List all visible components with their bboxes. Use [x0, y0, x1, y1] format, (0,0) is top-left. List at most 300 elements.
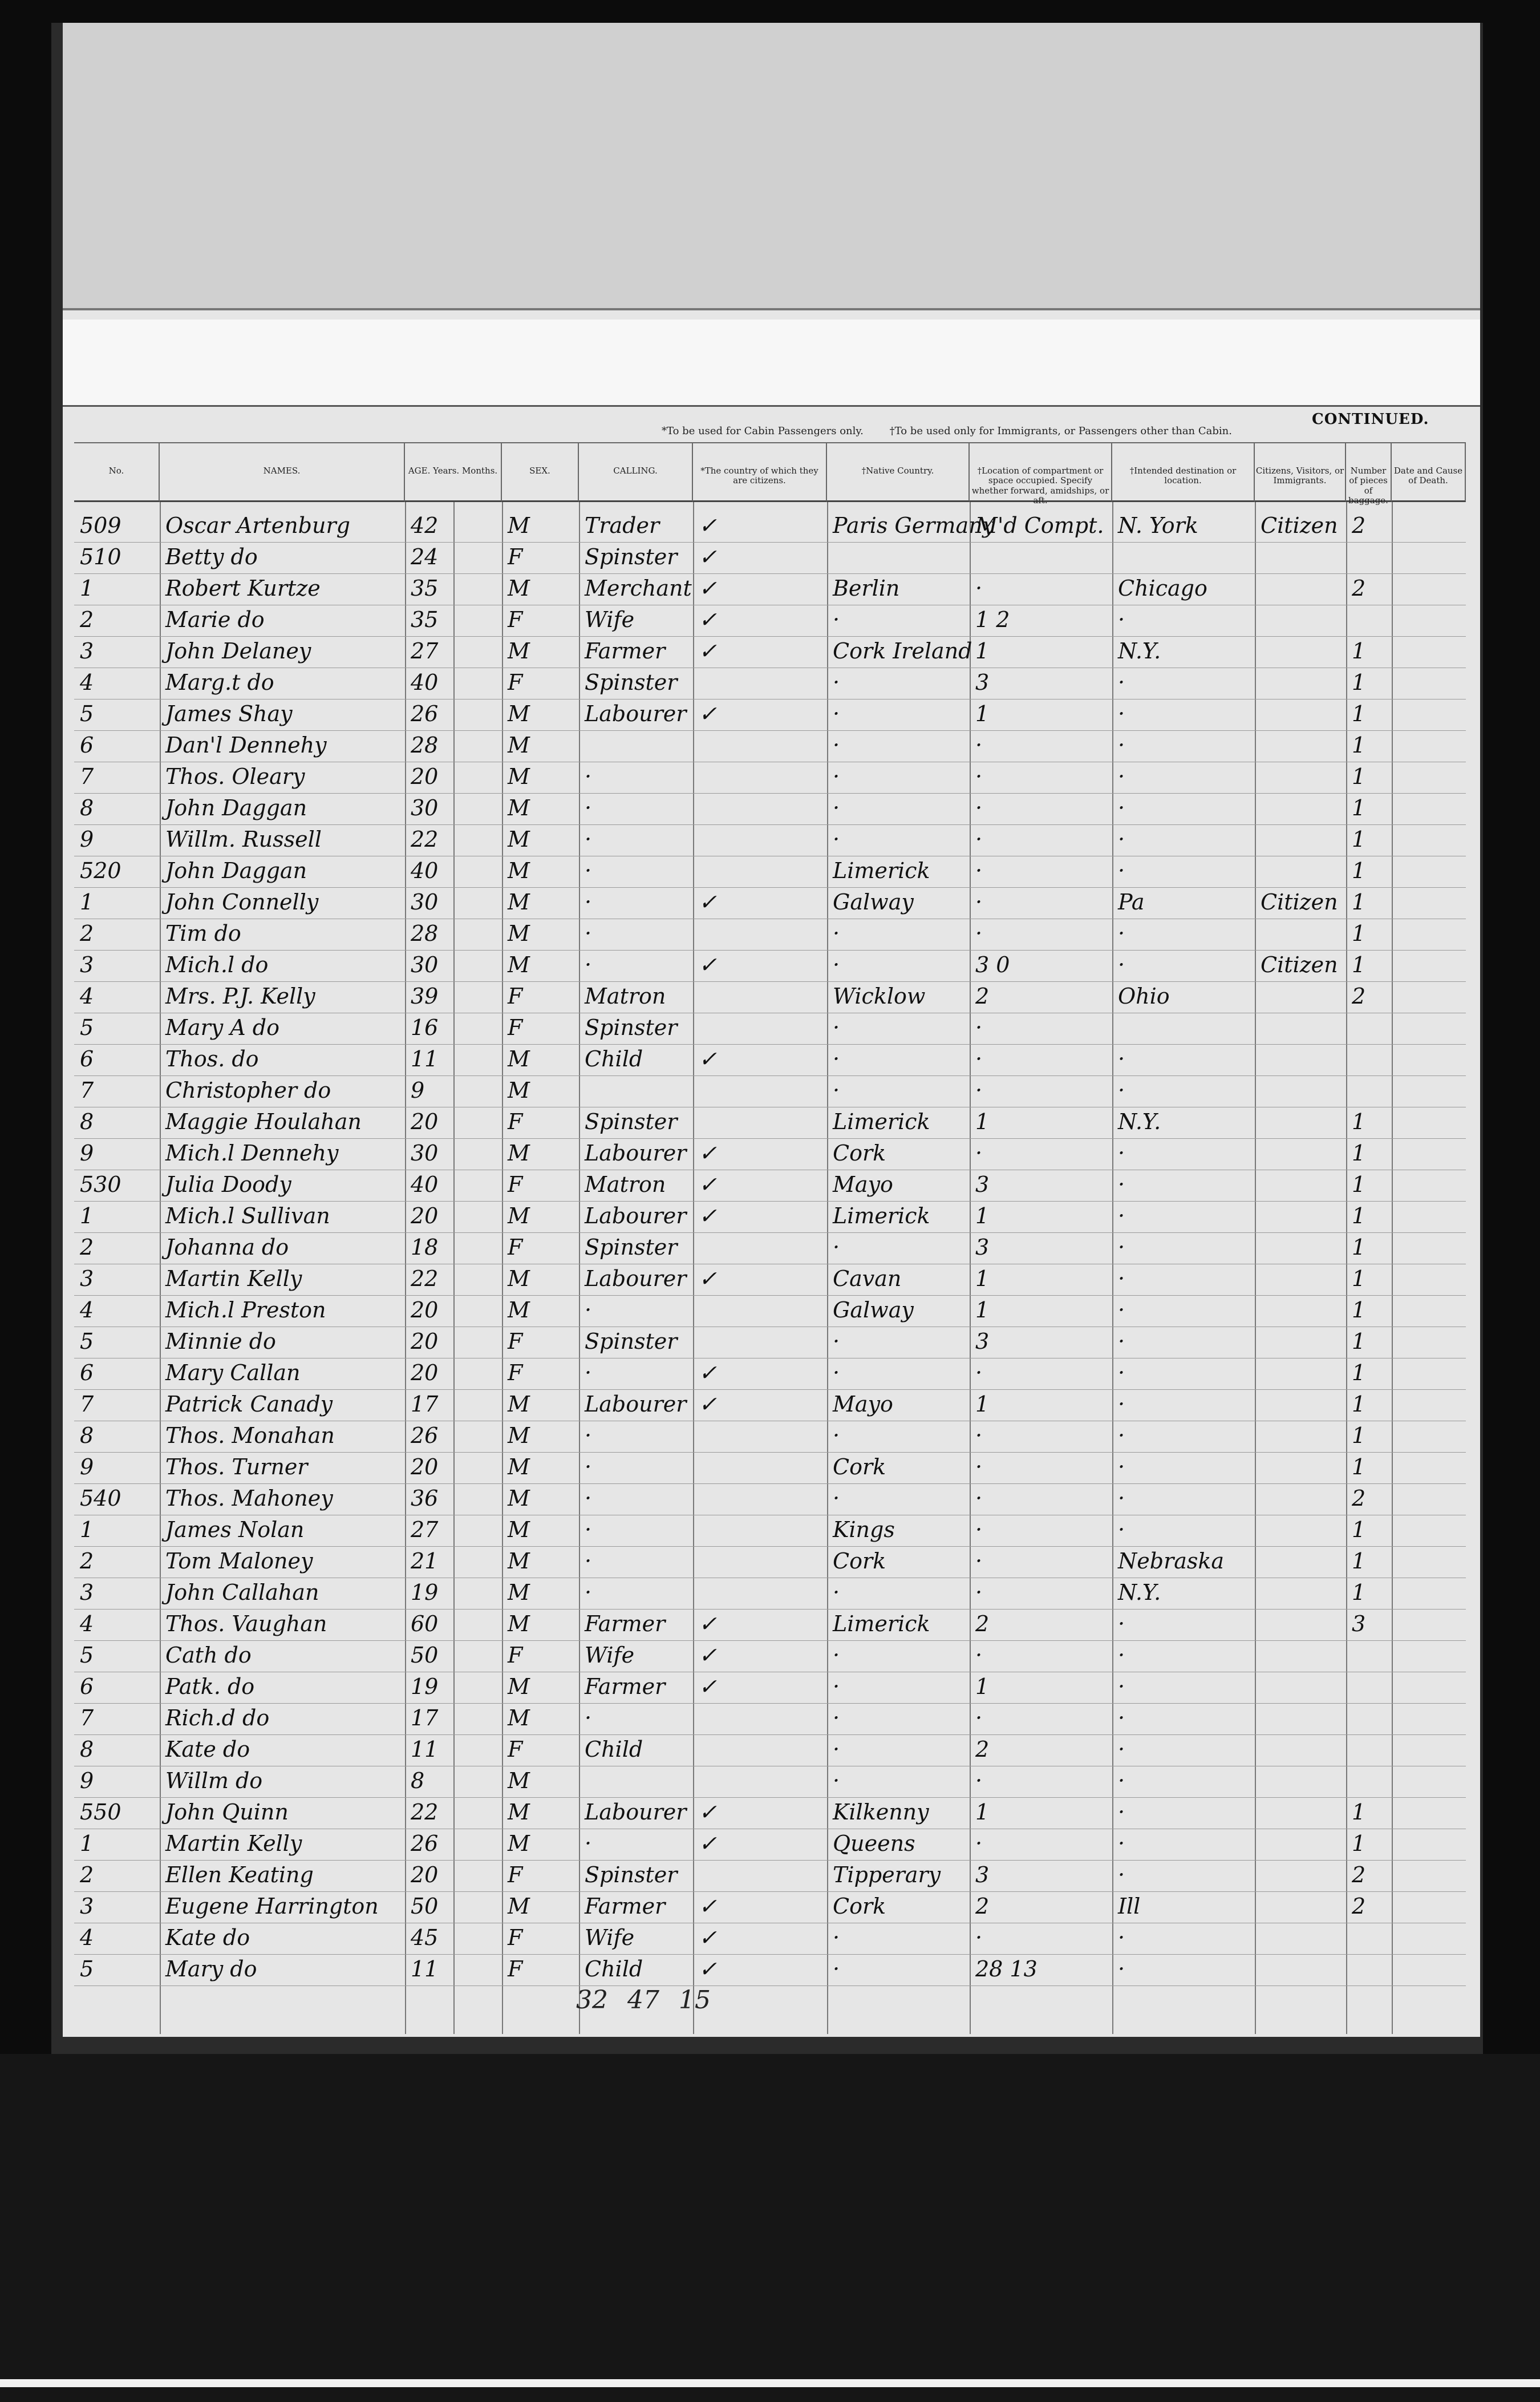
baggage-count: 1 [1352, 858, 1366, 883]
table-row [74, 1327, 1466, 1358]
intended-destination: Nebraska [1118, 1548, 1225, 1574]
passenger-name: Betty do [165, 544, 258, 569]
row-number: 530 [80, 1172, 121, 1197]
native-country: Cork [833, 1454, 886, 1479]
row-number: 9 [80, 827, 94, 852]
passenger-name: Thos. Turner [165, 1454, 308, 1479]
calling: Labourer [585, 701, 687, 726]
intended-destination: · [1118, 1266, 1125, 1291]
calling: · [585, 1705, 592, 1730]
native-country: · [833, 1360, 840, 1385]
calling: · [585, 1423, 592, 1448]
intended-destination: · [1118, 1674, 1125, 1699]
passenger-name: Rich.d do [165, 1705, 270, 1730]
citizenship-mark: ✓ [699, 1643, 717, 1668]
citizen-status [1261, 1643, 1343, 1671]
intended-destination: · [1118, 1705, 1125, 1730]
baggage-count: 1 [1352, 1109, 1366, 1134]
baggage-count: 1 [1352, 1580, 1366, 1605]
calling: · [585, 1486, 592, 1511]
table-row [74, 1860, 1466, 1892]
table-row [74, 1829, 1466, 1861]
native-country: Cork [833, 1894, 886, 1919]
sex: M [508, 733, 530, 758]
compartment-location: 1 [975, 638, 990, 664]
passenger-name: James Nolan [165, 1517, 305, 1542]
native-country: · [833, 1768, 840, 1793]
compartment-location: · [975, 1768, 983, 1793]
native-country: · [833, 1046, 840, 1071]
table-row [74, 1232, 1466, 1264]
baggage-count [1352, 1768, 1389, 1797]
col-header-baggage: Number of pieces of baggage. [1346, 442, 1392, 502]
calling: · [585, 1831, 592, 1856]
baggage-count [1352, 607, 1389, 636]
header-notes [662, 425, 1289, 437]
row-number: 2 [80, 921, 94, 946]
baggage-count: 1 [1352, 1141, 1366, 1166]
compartment-location [975, 544, 1109, 573]
table-row [74, 762, 1466, 794]
total-value: 47 [627, 1986, 659, 2015]
native-country: Mayo [833, 1172, 893, 1197]
sex: M [508, 1705, 530, 1730]
age-years: 50 [411, 1643, 439, 1668]
compartment-location: 1 [975, 1674, 990, 1699]
table-row [74, 950, 1466, 982]
sex: M [508, 858, 530, 883]
baggage-count [1352, 1956, 1389, 1985]
passenger-name: Marg.t do [165, 670, 274, 695]
age-years: 8 [411, 1768, 425, 1793]
age-years: 30 [411, 889, 439, 915]
sex: M [508, 1203, 530, 1228]
passenger-name: John Delaney [165, 638, 311, 664]
passenger-name: Kate do [165, 1737, 250, 1762]
native-country: · [833, 952, 840, 977]
compartment-location: 3 [975, 1235, 990, 1260]
intended-destination: · [1118, 1297, 1125, 1323]
citizenship-mark [699, 984, 824, 1012]
baggage-count: 1 [1352, 1392, 1366, 1417]
row-number: 1 [80, 1517, 94, 1542]
native-country: · [833, 1423, 840, 1448]
baggage-count: 2 [1352, 1862, 1366, 1887]
passenger-name: John Callahan [165, 1580, 319, 1605]
baggage-count [1352, 1674, 1389, 1703]
compartment-location: · [975, 921, 983, 946]
citizen-status [1261, 1046, 1343, 1075]
sex: F [508, 1172, 523, 1197]
intended-destination: · [1118, 1956, 1125, 1982]
age-years: 24 [411, 544, 439, 569]
calling: Spinster [585, 1015, 678, 1040]
scan-border-left [0, 0, 51, 2402]
native-country: · [833, 1705, 840, 1730]
calling: Spinster [585, 544, 678, 569]
citizenship-mark [699, 1486, 824, 1514]
citizen-status [1261, 1109, 1343, 1138]
citizen-status [1261, 1360, 1343, 1389]
citizen-status [1261, 1925, 1343, 1954]
compartment-location: 2 [975, 1611, 990, 1636]
col-header-no: No. [74, 442, 160, 502]
row-number: 9 [80, 1454, 94, 1479]
native-country: Kings [833, 1517, 895, 1542]
age-years: 30 [411, 795, 439, 820]
compartment-location: · [975, 764, 983, 789]
age-years: 35 [411, 576, 439, 601]
baggage-count: 2 [1352, 984, 1366, 1009]
calling: · [585, 921, 592, 946]
native-country: Cavan [833, 1266, 902, 1291]
calling: · [585, 1548, 592, 1574]
row-number: 2 [80, 607, 94, 632]
scan-border-bottom [0, 2054, 1540, 2402]
row-number: 7 [80, 1705, 94, 1730]
age-years: 20 [411, 1109, 439, 1134]
passenger-name: John Quinn [165, 1800, 289, 1825]
sex: M [508, 1423, 530, 1448]
manifest-page [63, 23, 1480, 2037]
baggage-count: 1 [1352, 1831, 1366, 1856]
table-row [74, 1264, 1466, 1296]
compartment-location: · [975, 1078, 983, 1103]
baggage-count: 1 [1352, 1517, 1366, 1542]
age-years: 22 [411, 827, 439, 852]
compartment-location: 2 [975, 1894, 990, 1919]
compartment-location: 1 [975, 1203, 990, 1228]
sex: M [508, 1392, 530, 1417]
row-number: 509 [80, 513, 121, 538]
compartment-location: 1 2 [975, 607, 1010, 632]
row-number: 4 [80, 1925, 94, 1950]
passenger-name: Mary A do [165, 1015, 280, 1040]
calling: Child [585, 1956, 643, 1982]
table-row [74, 824, 1466, 856]
calling: Labourer [585, 1141, 687, 1166]
native-country: · [833, 701, 840, 726]
col-header-citizenship: *The country of which they are citizens. [693, 442, 827, 502]
row-number: 2 [80, 1548, 94, 1574]
row-number: 1 [80, 889, 94, 915]
native-country: Cork Ireland [833, 638, 972, 664]
paper-fold-band [63, 320, 1480, 407]
age-years: 40 [411, 1172, 439, 1197]
row-number: 6 [80, 1046, 94, 1071]
age-years: 17 [411, 1705, 439, 1730]
citizenship-mark [699, 1423, 824, 1451]
intended-destination: Ohio [1118, 984, 1170, 1009]
citizen-status [1261, 607, 1343, 636]
calling: · [585, 1297, 592, 1323]
calling: · [585, 952, 592, 977]
row-number: 3 [80, 1266, 94, 1291]
table-row [74, 1891, 1466, 1923]
table-row [74, 981, 1466, 1013]
intended-destination: · [1118, 1517, 1125, 1542]
native-country: · [833, 795, 840, 820]
citizenship-mark: ✓ [699, 1925, 717, 1950]
citizen-status: Citizen [1261, 952, 1338, 977]
compartment-location: 3 [975, 670, 990, 695]
passenger-name: Maggie Houlahan [165, 1109, 362, 1134]
row-number: 2 [80, 1862, 94, 1887]
citizen-status [1261, 1078, 1343, 1106]
row-number: 5 [80, 701, 94, 726]
row-number: 9 [80, 1141, 94, 1166]
intended-destination: · [1118, 1862, 1125, 1887]
sex: M [508, 827, 530, 852]
native-country: Galway [833, 1297, 914, 1323]
row-number: 5 [80, 1956, 94, 1982]
passenger-name: Thos. Monahan [165, 1423, 335, 1448]
native-country: · [833, 764, 840, 789]
citizenship-mark [699, 1580, 824, 1608]
passenger-name: Tom Maloney [165, 1548, 313, 1574]
age-years: 16 [411, 1015, 439, 1040]
compartment-location: 3 [975, 1172, 990, 1197]
row-number: 1 [80, 1831, 94, 1856]
native-country: Limerick [833, 1109, 930, 1134]
citizenship-mark [699, 858, 824, 887]
citizenship-mark: ✓ [699, 513, 717, 538]
native-country: · [833, 1015, 840, 1040]
row-number: 540 [80, 1486, 121, 1511]
sex: M [508, 1800, 530, 1825]
baggage-count: 1 [1352, 921, 1366, 946]
sex: M [508, 889, 530, 915]
compartment-location: · [975, 1643, 983, 1668]
sex: M [508, 1486, 530, 1511]
sex: M [508, 1266, 530, 1291]
compartment-location: · [975, 1925, 983, 1950]
note-cabin: *To be used for Cabin Passengers only. [662, 425, 864, 437]
citizenship-mark: ✓ [699, 576, 717, 601]
calling: Matron [585, 1172, 666, 1197]
passenger-name: Marie do [165, 607, 265, 632]
age-years: 26 [411, 1831, 439, 1856]
age-years: 21 [411, 1548, 439, 1574]
baggage-count [1352, 1705, 1389, 1734]
citizenship-mark: ✓ [699, 1674, 717, 1699]
citizen-status [1261, 764, 1343, 792]
row-number: 7 [80, 1392, 94, 1417]
calling: Wife [585, 1643, 635, 1668]
compartment-location: · [975, 795, 983, 820]
sex: M [508, 513, 530, 538]
citizenship-mark [699, 1297, 824, 1326]
row-number: 1 [80, 576, 94, 601]
intended-destination: · [1118, 1141, 1125, 1166]
calling: Labourer [585, 1203, 687, 1228]
table-row [74, 1703, 1466, 1735]
calling: Farmer [585, 638, 666, 664]
age-years: 22 [411, 1800, 439, 1825]
intended-destination: Ill [1118, 1894, 1141, 1919]
compartment-location: 1 [975, 1297, 990, 1323]
native-country: Kilkenny [833, 1800, 929, 1825]
intended-destination: · [1118, 1329, 1125, 1354]
sex: M [508, 638, 530, 664]
baggage-count: 1 [1352, 1266, 1366, 1291]
row-number: 4 [80, 984, 94, 1009]
intended-destination: · [1118, 1486, 1125, 1511]
table-row [74, 1389, 1466, 1421]
baggage-count: 1 [1352, 1203, 1366, 1228]
intended-destination: · [1118, 827, 1125, 852]
row-number: 7 [80, 1078, 94, 1103]
passenger-name: Kate do [165, 1925, 250, 1950]
row-number: 5 [80, 1329, 94, 1354]
passenger-name: Mich.l Dennehy [165, 1141, 339, 1166]
native-country: Wicklow [833, 984, 926, 1009]
baggage-count: 1 [1352, 701, 1366, 726]
sex: M [508, 1141, 530, 1166]
row-number: 510 [80, 544, 121, 569]
citizen-status [1261, 1297, 1343, 1326]
age-years: 36 [411, 1486, 439, 1511]
intended-destination: · [1118, 1768, 1125, 1793]
calling: · [585, 889, 592, 915]
intended-destination: · [1118, 1235, 1125, 1260]
calling: · [585, 764, 592, 789]
sex: M [508, 1517, 530, 1542]
intended-destination: · [1118, 1800, 1125, 1825]
compartment-location: 1 [975, 1800, 990, 1825]
compartment-location: 3 [975, 1862, 990, 1887]
baggage-count: 1 [1352, 827, 1366, 852]
intended-destination: · [1118, 733, 1125, 758]
sex: M [508, 764, 530, 789]
baggage-count: 2 [1352, 1486, 1366, 1511]
compartment-location: · [975, 827, 983, 852]
citizen-status [1261, 1737, 1343, 1765]
passenger-name: John Connelly [165, 889, 319, 915]
calling: · [585, 1517, 592, 1542]
age-years: 20 [411, 1454, 439, 1479]
table-row [74, 1640, 1466, 1672]
baggage-count: 1 [1352, 638, 1366, 664]
table-row [74, 1170, 1466, 1202]
age-years: 20 [411, 1329, 439, 1354]
sex: M [508, 1611, 530, 1636]
sex: M [508, 1580, 530, 1605]
table-row [74, 1609, 1466, 1641]
calling: Labourer [585, 1800, 687, 1825]
native-country: Tipperary [833, 1862, 941, 1887]
passenger-name: Thos. Oleary [165, 764, 305, 789]
native-country: · [833, 1580, 840, 1605]
age-years: 17 [411, 1392, 439, 1417]
calling: Matron [585, 984, 666, 1009]
row-number: 6 [80, 1674, 94, 1699]
baggage-count: 1 [1352, 1172, 1366, 1197]
citizen-status [1261, 701, 1343, 730]
citizen-status [1261, 544, 1343, 573]
native-country: · [833, 733, 840, 758]
native-country: · [833, 670, 840, 695]
citizenship-mark [699, 670, 824, 698]
col-header-location: †Location of compartment or space occupied. Specify whether forward, amidships, or aft. [970, 442, 1112, 502]
calling: · [585, 1360, 592, 1385]
sex: M [508, 1297, 530, 1323]
citizenship-mark: ✓ [699, 1172, 717, 1197]
passenger-name: Patrick Canady [165, 1392, 333, 1417]
col-header-calling: CALLING. [579, 442, 693, 502]
row-number: 3 [80, 1894, 94, 1919]
passenger-name: Mary do [165, 1956, 257, 1982]
table-row [74, 605, 1466, 637]
row-number: 1 [80, 1203, 94, 1228]
citizen-status [1261, 1580, 1343, 1608]
sex: F [508, 1015, 523, 1040]
calling: · [585, 1454, 592, 1479]
row-number: 4 [80, 1297, 94, 1323]
baggage-count: 1 [1352, 733, 1366, 758]
citizen-status [1261, 1266, 1343, 1295]
col-header-native-country: †Native Country. [827, 442, 970, 502]
table-row [74, 1483, 1466, 1515]
row-number: 3 [80, 638, 94, 664]
baggage-count: 1 [1352, 1360, 1366, 1385]
calling: Farmer [585, 1674, 666, 1699]
sex: F [508, 544, 523, 569]
citizenship-mark: ✓ [699, 1611, 717, 1636]
age-years: 20 [411, 764, 439, 789]
intended-destination: · [1118, 764, 1125, 789]
sex: F [508, 1925, 523, 1950]
intended-destination: · [1118, 795, 1125, 820]
passenger-name: Martin Kelly [165, 1831, 302, 1856]
baggage-count [1352, 1925, 1389, 1954]
sex: M [508, 1548, 530, 1574]
passenger-name: Oscar Artenburg [165, 513, 350, 538]
compartment-location: · [975, 858, 983, 883]
baggage-count [1352, 1737, 1389, 1765]
citizenship-mark: ✓ [699, 1956, 717, 1982]
citizen-status [1261, 1548, 1343, 1577]
compartment-location: · [975, 733, 983, 758]
compartment-location: · [975, 1831, 983, 1856]
citizen-status [1261, 576, 1343, 604]
intended-destination: · [1118, 1925, 1125, 1950]
age-years: 60 [411, 1611, 439, 1636]
citizenship-mark [699, 1235, 824, 1263]
passenger-name: Thos. Mahoney [165, 1486, 333, 1511]
passenger-name: Mrs. P.J. Kelly [165, 984, 315, 1009]
age-years: 20 [411, 1297, 439, 1323]
calling [585, 1768, 690, 1797]
calling: Spinster [585, 1862, 678, 1887]
compartment-location: M'd Compt. [975, 513, 1104, 538]
intended-destination: · [1118, 1078, 1125, 1103]
table-row [74, 1734, 1466, 1766]
intended-destination: N.Y. [1118, 638, 1161, 664]
calling: Child [585, 1737, 643, 1762]
row-number: 4 [80, 1611, 94, 1636]
age-years: 20 [411, 1862, 439, 1887]
citizenship-mark: ✓ [699, 1392, 717, 1417]
calling: Labourer [585, 1392, 687, 1417]
table-row [74, 1546, 1466, 1578]
citizen-status [1261, 827, 1343, 855]
native-country: · [833, 1956, 840, 1982]
citizen-status [1261, 795, 1343, 824]
baggage-count: 1 [1352, 1548, 1366, 1574]
age-years: 26 [411, 701, 439, 726]
intended-destination: · [1118, 1454, 1125, 1479]
